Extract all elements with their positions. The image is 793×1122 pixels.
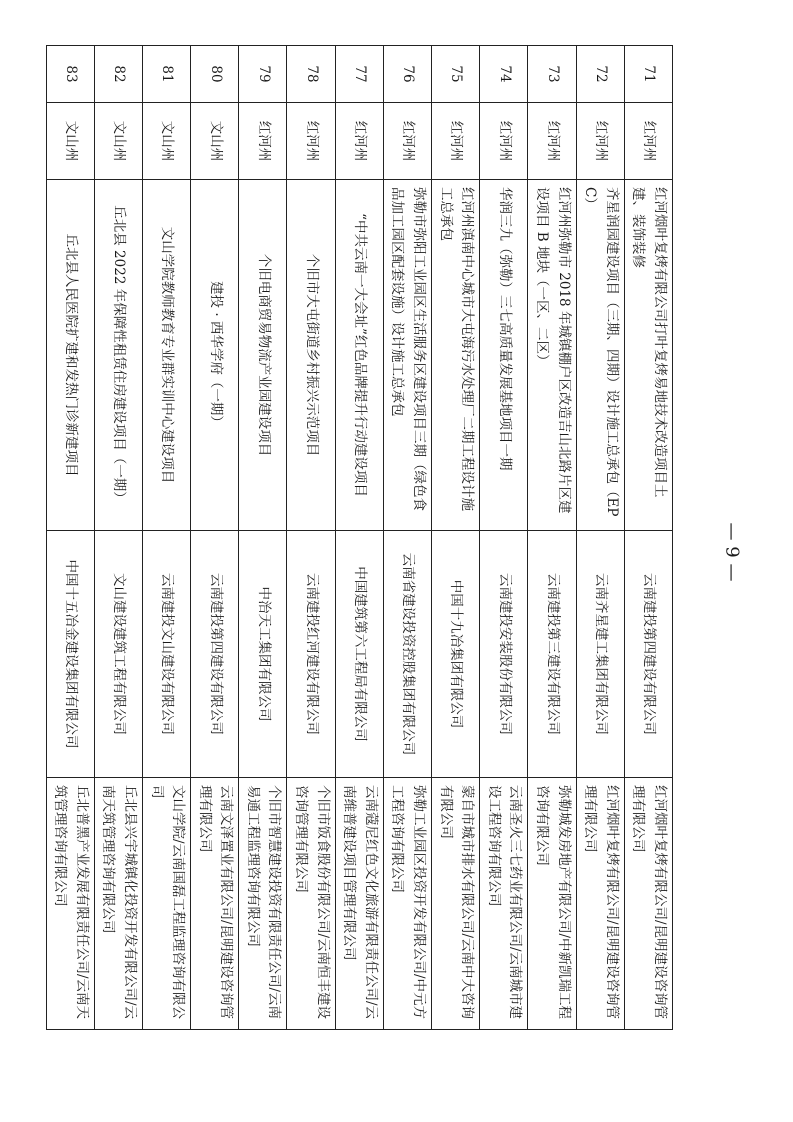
row-region: 红河州 xyxy=(624,103,672,180)
row-owner-supervisor: 云南文泽置业有限公司/昆明建设咨询管理有限公司 xyxy=(191,778,239,1030)
row-contractor: 文山建设建筑工程有限公司 xyxy=(94,531,142,778)
table-row xyxy=(576,46,624,1030)
row-contractor: 云南建投第四建设有限公司 xyxy=(191,531,239,778)
row-project-name: 丘北县人民医院扩建和发热门诊新建项目 xyxy=(46,180,94,531)
row-owner-supervisor: 弥勒工业园区投资开发有限公司/中元方工程咨询有限公司 xyxy=(383,778,431,1030)
row-project-name: 个旧市大屯街道乡村振兴示范项目 xyxy=(287,180,335,531)
row-region: 红河州 xyxy=(287,103,335,180)
row-project-name: 红河州弥勒市 2018 年城镇棚户区改造吉山北路片区建设项目 B 地块（一区、二区） xyxy=(528,180,576,531)
row-owner-supervisor: 弥勒城发房地产有限公司/中新凯瑞工程咨询有限公司 xyxy=(528,778,576,1030)
row-owner-supervisor: 云南蔻尼红色文化旅游有限责任公司/云南维普建设项目管理有限公司 xyxy=(335,778,383,1030)
row-owner-supervisor: 文山学院/云南国磊工程监理咨询有限公司 xyxy=(142,778,190,1030)
row-project-name: 个旧电商贸易物流产业园建设项目 xyxy=(239,180,287,531)
project-table-body xyxy=(46,46,672,1030)
row-project-name: 文山学院教师教育专业群实训中心建设项目 xyxy=(142,180,190,531)
row-owner-supervisor: 个旧市智慧建设投资有限责任公司/云南易通工程监理咨询有限公司 xyxy=(239,778,287,1030)
row-contractor: 中国十九冶集团有限公司 xyxy=(432,531,480,778)
row-number: 83 xyxy=(46,46,94,103)
table-row xyxy=(335,46,383,1030)
row-contractor: 中国十五冶金建设集团有限公司 xyxy=(46,531,94,778)
row-owner-supervisor: 红河烟叶复烤有限公司/昆明建设咨询管理有限公司 xyxy=(624,778,672,1030)
row-region: 红河州 xyxy=(239,103,287,180)
row-region: 文山州 xyxy=(94,103,142,180)
row-contractor: 云南建投安装股份有限公司 xyxy=(480,531,528,778)
row-project-name: 齐星润园建设项目（三期、四期）设计施工总承包（EPC） xyxy=(576,180,624,531)
table-row xyxy=(480,46,528,1030)
table-row xyxy=(94,46,142,1030)
table-row xyxy=(142,46,190,1030)
table-row xyxy=(624,46,672,1030)
project-table xyxy=(46,45,673,1030)
table-row xyxy=(528,46,576,1030)
row-number: 73 xyxy=(528,46,576,103)
row-region: 文山州 xyxy=(46,103,94,180)
page-number: — 9 — xyxy=(721,522,743,582)
row-contractor: 云南建投红河建设有限公司 xyxy=(287,531,335,778)
row-number: 80 xyxy=(191,46,239,103)
row-number: 78 xyxy=(287,46,335,103)
row-number: 74 xyxy=(480,46,528,103)
row-contractor: 云南建投第三建设有限公司 xyxy=(528,531,576,778)
table-row xyxy=(46,46,94,1030)
row-contractor: 云南齐星建工集团有限公司 xyxy=(576,531,624,778)
row-region: 文山州 xyxy=(142,103,190,180)
row-contractor: 中国建筑第六工程局有限公司 xyxy=(335,531,383,778)
row-region: 红河州 xyxy=(576,103,624,180)
row-region: 红河州 xyxy=(528,103,576,180)
row-project-name: 弥勒市弥阳工业园区生活服务区建设项目三期（绿色食品加工园区配套设施）设计施工总承包 xyxy=(383,180,431,531)
row-region: 文山州 xyxy=(191,103,239,180)
row-number: 76 xyxy=(383,46,431,103)
row-region: 红河州 xyxy=(383,103,431,180)
table-row xyxy=(191,46,239,1030)
rotated-page-content xyxy=(52,45,673,1030)
row-owner-supervisor: 丘北普黑产业发展有限责任公司/云南天筑管理咨询有限公司 xyxy=(46,778,94,1030)
row-number: 81 xyxy=(142,46,190,103)
table-row xyxy=(287,46,335,1030)
row-project-name: “中共云南一大会址”红色品牌提升行动建设项目 xyxy=(335,180,383,531)
table-row xyxy=(239,46,287,1030)
row-owner-supervisor: 个旧市饭食股份有限公司/云南恒丰建设咨询管理有限公司 xyxy=(287,778,335,1030)
row-number: 82 xyxy=(94,46,142,103)
row-owner-supervisor: 蒙自市城市排水有限公司/云南中大咨询有限公司 xyxy=(432,778,480,1030)
row-project-name: 丘北县 2022 年保障性租赁住房建设项目（一期） xyxy=(94,180,142,531)
table-row xyxy=(432,46,480,1030)
row-region: 红河州 xyxy=(335,103,383,180)
row-project-name: 红河州滇南中心城市大屯海污水处理厂二期工程设计施工总承包 xyxy=(432,180,480,531)
row-contractor: 云南建投第四建设有限公司 xyxy=(624,531,672,778)
row-number: 79 xyxy=(239,46,287,103)
row-project-name: 红河烟叶复烤有限公司打叶复烤易地技术改造项目土建、装饰装修 xyxy=(624,180,672,531)
row-owner-supervisor: 云南圣火三七药业有限公司/云南城市建设工程咨询有限公司 xyxy=(480,778,528,1030)
row-number: 77 xyxy=(335,46,383,103)
row-number: 71 xyxy=(624,46,672,103)
row-project-name: 华润三九（弥勒）三七高质量发展基地项目一期 xyxy=(480,180,528,531)
row-owner-supervisor: 红河烟叶复烤有限公司/昆明建设咨询管理有限公司 xyxy=(576,778,624,1030)
row-project-name: 建投 · 西华学府（一期） xyxy=(191,180,239,531)
row-contractor: 中治天工集团有限公司 xyxy=(239,531,287,778)
row-number: 72 xyxy=(576,46,624,103)
row-region: 红河州 xyxy=(432,103,480,180)
row-region: 红河州 xyxy=(480,103,528,180)
row-owner-supervisor: 丘北县兴宇城镇化投资开发有限公司/云南天筑管理咨询有限公司 xyxy=(94,778,142,1030)
table-row xyxy=(383,46,431,1030)
row-contractor: 云南建投文山建设有限公司 xyxy=(142,531,190,778)
row-contractor: 云南省建设投资控股集团有限公司 xyxy=(383,531,431,778)
row-number: 75 xyxy=(432,46,480,103)
